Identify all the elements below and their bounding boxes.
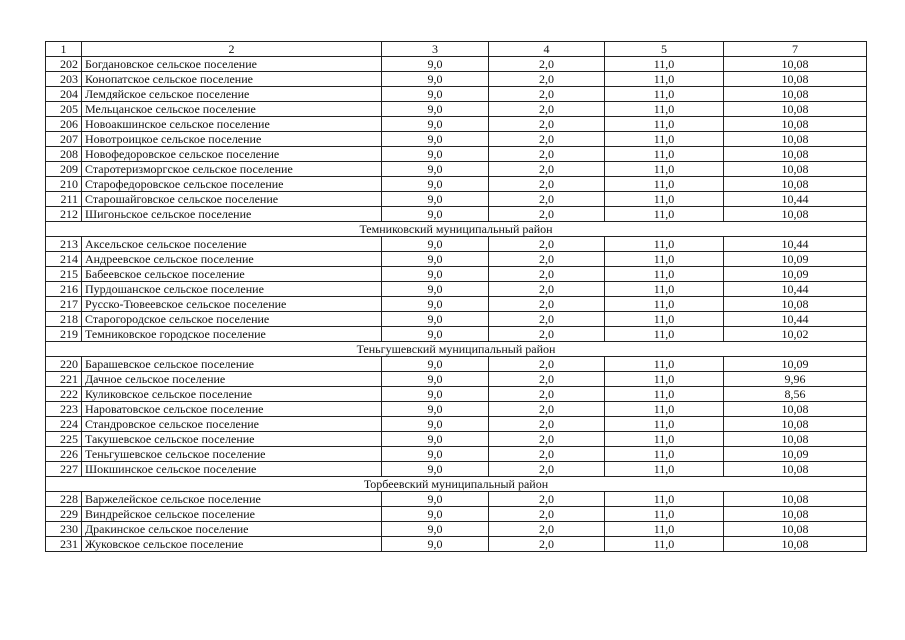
row-number: 221 <box>46 372 82 387</box>
col4-value: 2,0 <box>489 462 605 477</box>
col7-value: 10,08 <box>724 102 867 117</box>
col5-value: 11,0 <box>605 57 724 72</box>
col4-value: 2,0 <box>489 357 605 372</box>
settlement-name: Конопатское сельское поселение <box>82 72 382 87</box>
settlement-name: Виндрейское сельское поселение <box>82 507 382 522</box>
row-number: 217 <box>46 297 82 312</box>
table-row <box>46 537 867 552</box>
settlement-name: Шигоньское сельское поселение <box>82 207 382 222</box>
col7-value: 10,08 <box>724 132 867 147</box>
table-row <box>46 252 867 267</box>
col5-value: 11,0 <box>605 177 724 192</box>
col7-value: 10,08 <box>724 537 867 552</box>
col3-value: 9,0 <box>382 402 489 417</box>
table-row <box>46 357 867 372</box>
col4-value: 2,0 <box>489 192 605 207</box>
table-row <box>46 87 867 102</box>
col3-value: 9,0 <box>382 102 489 117</box>
col3-value: 9,0 <box>382 417 489 432</box>
row-number: 202 <box>46 57 82 72</box>
col4-value: 2,0 <box>489 102 605 117</box>
col7-value: 10,08 <box>724 402 867 417</box>
col5-value: 11,0 <box>605 267 724 282</box>
table-row <box>46 492 867 507</box>
col7-value: 10,08 <box>724 492 867 507</box>
col3-value: 9,0 <box>382 162 489 177</box>
table-row <box>46 327 867 342</box>
row-number: 224 <box>46 417 82 432</box>
col4-value: 2,0 <box>489 312 605 327</box>
col4-value: 2,0 <box>489 402 605 417</box>
row-number: 231 <box>46 537 82 552</box>
col3-value: 9,0 <box>382 117 489 132</box>
col-header-3: 3 <box>382 42 489 57</box>
section-title: Теньгушевский муниципальный район <box>46 342 867 357</box>
row-number: 214 <box>46 252 82 267</box>
table-row <box>46 267 867 282</box>
row-number: 215 <box>46 267 82 282</box>
col7-value: 10,09 <box>724 357 867 372</box>
col3-value: 9,0 <box>382 177 489 192</box>
row-number: 220 <box>46 357 82 372</box>
col3-value: 9,0 <box>382 297 489 312</box>
col4-value: 2,0 <box>489 282 605 297</box>
table-row <box>46 372 867 387</box>
col3-value: 9,0 <box>382 387 489 402</box>
table-row <box>46 147 867 162</box>
col4-value: 2,0 <box>489 87 605 102</box>
col4-value: 2,0 <box>489 267 605 282</box>
col7-value: 10,08 <box>724 417 867 432</box>
col7-value: 10,08 <box>724 57 867 72</box>
settlement-name: Дракинское сельское поселение <box>82 522 382 537</box>
col5-value: 11,0 <box>605 147 724 162</box>
col3-value: 9,0 <box>382 267 489 282</box>
col7-value: 10,44 <box>724 237 867 252</box>
header-row <box>46 42 867 57</box>
col5-value: 11,0 <box>605 312 724 327</box>
col3-value: 9,0 <box>382 447 489 462</box>
row-number: 207 <box>46 132 82 147</box>
col7-value: 10,08 <box>724 117 867 132</box>
settlement-name: Андреевское сельское поселение <box>82 252 382 267</box>
col4-value: 2,0 <box>489 522 605 537</box>
table-row <box>46 462 867 477</box>
table-row <box>46 417 867 432</box>
row-number: 226 <box>46 447 82 462</box>
settlement-name: Стандровское сельское поселение <box>82 417 382 432</box>
settlement-name: Старотеризморгское сельское поселение <box>82 162 382 177</box>
col3-value: 9,0 <box>382 192 489 207</box>
table-row <box>46 177 867 192</box>
col5-value: 11,0 <box>605 207 724 222</box>
settlement-name: Такушевское сельское поселение <box>82 432 382 447</box>
row-number: 219 <box>46 327 82 342</box>
col3-value: 9,0 <box>382 312 489 327</box>
settlement-name: Варжелейское сельское поселение <box>82 492 382 507</box>
row-number: 216 <box>46 282 82 297</box>
col3-value: 9,0 <box>382 282 489 297</box>
col5-value: 11,0 <box>605 432 724 447</box>
col5-value: 11,0 <box>605 237 724 252</box>
col5-value: 11,0 <box>605 492 724 507</box>
row-number: 209 <box>46 162 82 177</box>
settlement-name: Шокшинское сельское поселение <box>82 462 382 477</box>
section-title: Торбеевский муниципальный район <box>46 477 867 492</box>
col-header-1: 1 <box>46 42 82 57</box>
col7-value: 10,09 <box>724 267 867 282</box>
settlement-name: Новотроицкое сельское поселение <box>82 132 382 147</box>
col3-value: 9,0 <box>382 522 489 537</box>
col7-value: 10,08 <box>724 72 867 87</box>
section-row <box>46 342 867 357</box>
col-header-7: 7 <box>724 42 867 57</box>
table-row <box>46 132 867 147</box>
col5-value: 11,0 <box>605 282 724 297</box>
col5-value: 11,0 <box>605 372 724 387</box>
settlement-name: Нароватовское сельское поселение <box>82 402 382 417</box>
table-row <box>46 282 867 297</box>
col3-value: 9,0 <box>382 132 489 147</box>
col3-value: 9,0 <box>382 462 489 477</box>
settlement-name: Лемдяйское сельское поселение <box>82 87 382 102</box>
settlement-name: Дачное сельское поселение <box>82 372 382 387</box>
col-header-5: 5 <box>605 42 724 57</box>
col4-value: 2,0 <box>489 72 605 87</box>
row-number: 203 <box>46 72 82 87</box>
col5-value: 11,0 <box>605 87 724 102</box>
row-number: 218 <box>46 312 82 327</box>
col7-value: 10,08 <box>724 162 867 177</box>
settlement-name: Куликовское сельское поселение <box>82 387 382 402</box>
table-row <box>46 102 867 117</box>
col4-value: 2,0 <box>489 492 605 507</box>
col4-value: 2,0 <box>489 537 605 552</box>
col5-value: 11,0 <box>605 297 724 312</box>
col5-value: 11,0 <box>605 387 724 402</box>
settlement-name: Пурдошанское сельское поселение <box>82 282 382 297</box>
col7-value: 10,08 <box>724 507 867 522</box>
col4-value: 2,0 <box>489 372 605 387</box>
table-row <box>46 312 867 327</box>
col7-value: 10,44 <box>724 282 867 297</box>
col7-value: 10,02 <box>724 327 867 342</box>
col5-value: 11,0 <box>605 102 724 117</box>
col5-value: 11,0 <box>605 507 724 522</box>
table-row <box>46 117 867 132</box>
col5-value: 11,0 <box>605 537 724 552</box>
row-number: 213 <box>46 237 82 252</box>
row-number: 229 <box>46 507 82 522</box>
col5-value: 11,0 <box>605 72 724 87</box>
table-row <box>46 192 867 207</box>
col3-value: 9,0 <box>382 72 489 87</box>
settlement-name: Русско-Тювеевское сельское поселение <box>82 297 382 312</box>
row-number: 210 <box>46 177 82 192</box>
table-row <box>46 57 867 72</box>
settlement-name: Бабеевское сельское поселение <box>82 267 382 282</box>
row-number: 205 <box>46 102 82 117</box>
col7-value: 10,08 <box>724 177 867 192</box>
col3-value: 9,0 <box>382 357 489 372</box>
col-header-2: 2 <box>82 42 382 57</box>
col4-value: 2,0 <box>489 447 605 462</box>
col4-value: 2,0 <box>489 57 605 72</box>
col7-value: 10,08 <box>724 462 867 477</box>
col5-value: 11,0 <box>605 402 724 417</box>
col3-value: 9,0 <box>382 507 489 522</box>
settlement-name: Новоакшинское сельское поселение <box>82 117 382 132</box>
settlement-name: Теньгушевское сельское поселение <box>82 447 382 462</box>
col4-value: 2,0 <box>489 177 605 192</box>
settlement-name: Старогородское сельское поселение <box>82 312 382 327</box>
row-number: 222 <box>46 387 82 402</box>
settlement-name: Жуковское сельское поселение <box>82 537 382 552</box>
row-number: 228 <box>46 492 82 507</box>
col3-value: 9,0 <box>382 492 489 507</box>
table-row <box>46 402 867 417</box>
col5-value: 11,0 <box>605 327 724 342</box>
col5-value: 11,0 <box>605 117 724 132</box>
col3-value: 9,0 <box>382 87 489 102</box>
col5-value: 11,0 <box>605 522 724 537</box>
row-number: 230 <box>46 522 82 537</box>
settlement-name: Мельцанское сельское поселение <box>82 102 382 117</box>
row-number: 211 <box>46 192 82 207</box>
col3-value: 9,0 <box>382 252 489 267</box>
col7-value: 10,09 <box>724 447 867 462</box>
table-row <box>46 237 867 252</box>
table-row <box>46 297 867 312</box>
col4-value: 2,0 <box>489 387 605 402</box>
col4-value: 2,0 <box>489 147 605 162</box>
col4-value: 2,0 <box>489 237 605 252</box>
settlement-name: Старофедоровское сельское поселение <box>82 177 382 192</box>
col3-value: 9,0 <box>382 237 489 252</box>
table-row <box>46 387 867 402</box>
col5-value: 11,0 <box>605 417 724 432</box>
col5-value: 11,0 <box>605 462 724 477</box>
table-row <box>46 207 867 222</box>
table-row <box>46 432 867 447</box>
col4-value: 2,0 <box>489 297 605 312</box>
col7-value: 8,56 <box>724 387 867 402</box>
row-number: 223 <box>46 402 82 417</box>
col3-value: 9,0 <box>382 537 489 552</box>
col4-value: 2,0 <box>489 132 605 147</box>
col4-value: 2,0 <box>489 432 605 447</box>
col7-value: 9,96 <box>724 372 867 387</box>
col5-value: 11,0 <box>605 192 724 207</box>
col4-value: 2,0 <box>489 117 605 132</box>
section-row <box>46 222 867 237</box>
settlement-name: Богдановское сельское поселение <box>82 57 382 72</box>
table-row <box>46 72 867 87</box>
col5-value: 11,0 <box>605 252 724 267</box>
table-row <box>46 507 867 522</box>
col5-value: 11,0 <box>605 162 724 177</box>
col3-value: 9,0 <box>382 372 489 387</box>
row-number: 204 <box>46 87 82 102</box>
col7-value: 10,08 <box>724 87 867 102</box>
row-number: 208 <box>46 147 82 162</box>
col4-value: 2,0 <box>489 207 605 222</box>
col3-value: 9,0 <box>382 147 489 162</box>
settlement-name: Новофедоровское сельское поселение <box>82 147 382 162</box>
settlement-name: Барашевское сельское поселение <box>82 357 382 372</box>
data-table <box>45 41 867 552</box>
col7-value: 10,08 <box>724 207 867 222</box>
row-number: 212 <box>46 207 82 222</box>
col5-value: 11,0 <box>605 447 724 462</box>
col7-value: 10,08 <box>724 522 867 537</box>
settlement-name: Старошайговское сельское поселение <box>82 192 382 207</box>
table-row <box>46 522 867 537</box>
col7-value: 10,08 <box>724 432 867 447</box>
col7-value: 10,08 <box>724 297 867 312</box>
col4-value: 2,0 <box>489 252 605 267</box>
col7-value: 10,08 <box>724 147 867 162</box>
col-header-4: 4 <box>489 42 605 57</box>
col3-value: 9,0 <box>382 327 489 342</box>
col5-value: 11,0 <box>605 132 724 147</box>
col3-value: 9,0 <box>382 207 489 222</box>
table-row <box>46 162 867 177</box>
col4-value: 2,0 <box>489 417 605 432</box>
row-number: 225 <box>46 432 82 447</box>
col3-value: 9,0 <box>382 432 489 447</box>
row-number: 227 <box>46 462 82 477</box>
section-title: Темниковский муниципальный район <box>46 222 867 237</box>
col7-value: 10,44 <box>724 192 867 207</box>
col3-value: 9,0 <box>382 57 489 72</box>
table-body <box>46 57 867 552</box>
col7-value: 10,09 <box>724 252 867 267</box>
col4-value: 2,0 <box>489 327 605 342</box>
table-row <box>46 447 867 462</box>
settlement-name: Темниковское городское поселение <box>82 327 382 342</box>
row-number: 206 <box>46 117 82 132</box>
section-row <box>46 477 867 492</box>
col5-value: 11,0 <box>605 357 724 372</box>
col4-value: 2,0 <box>489 162 605 177</box>
settlement-name: Аксельское сельское поселение <box>82 237 382 252</box>
col4-value: 2,0 <box>489 507 605 522</box>
col7-value: 10,44 <box>724 312 867 327</box>
